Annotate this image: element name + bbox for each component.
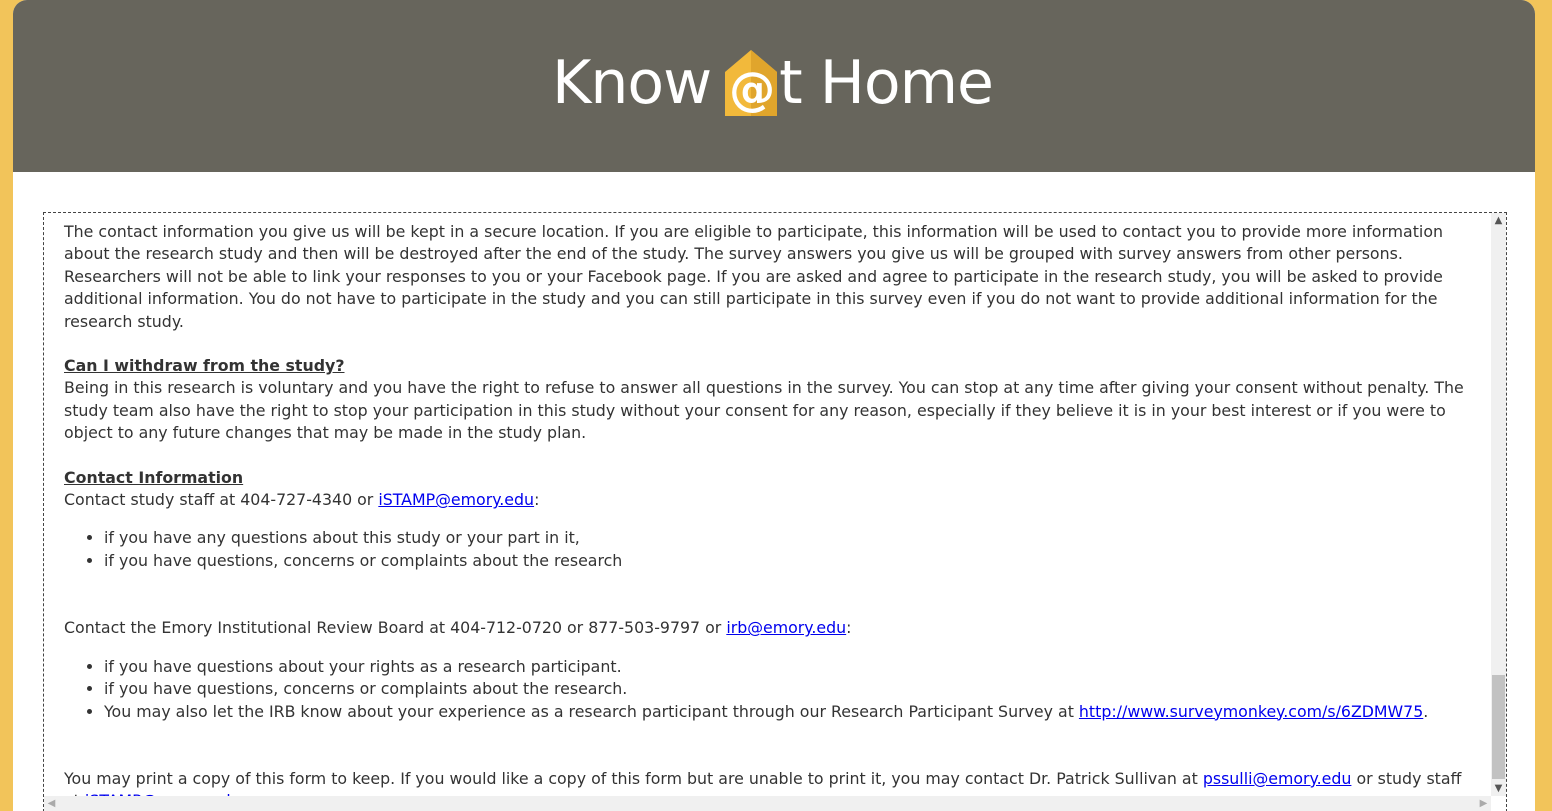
withdraw-heading: Can I withdraw from the study? bbox=[64, 356, 345, 376]
pssulli-email-link[interactable]: pssulli@emory.edu bbox=[1202, 768, 1352, 788]
consent-scroll-area[interactable] bbox=[43, 212, 1507, 811]
logo-at-sign: @ bbox=[729, 62, 775, 116]
irb-contact-list bbox=[64, 656, 1468, 723]
irb-contact-suffix: : bbox=[846, 618, 852, 638]
staff-email-link[interactable]: iSTAMP@emory.edu bbox=[378, 490, 535, 510]
irb-survey-text: You may also let the IRB know about your experience as a research participant through our Research Participant Survey at bbox=[104, 701, 1079, 721]
chevron-down-icon[interactable]: ▼ bbox=[1494, 783, 1503, 794]
list-item: • if you have questions, concerns or complaints about the research bbox=[104, 550, 1468, 572]
irb-email-link[interactable]: irb@emory.edu bbox=[726, 618, 847, 638]
know-at-home-logo bbox=[552, 50, 993, 116]
staff-contact-suffix: : bbox=[534, 490, 540, 510]
chevron-right-icon[interactable]: ▶ bbox=[1479, 798, 1488, 809]
irb-contact-text: Contact the Emory Institutional Review Board at 404-712-0720 or 877-503-9797 or bbox=[64, 618, 727, 638]
list-item: • if you have questions about your rights as a research participant. bbox=[104, 656, 1468, 678]
survey-link[interactable]: http://www.surveymonkey.com/s/6ZDMW75 bbox=[1078, 701, 1424, 721]
logo-text-home: t Home bbox=[779, 48, 993, 118]
horizontal-scrollbar[interactable] bbox=[44, 796, 1491, 811]
logo-text-know: Know bbox=[552, 48, 712, 118]
print-text: You may print a copy of this form to keep. If you would like a copy of this form but are unable to print it, you may contact Dr. Patrick Sullivan at bbox=[64, 768, 1203, 788]
vertical-scrollbar[interactable] bbox=[1491, 213, 1506, 796]
staff-contact-list bbox=[64, 527, 1468, 572]
list-item: • if you have questions, concerns or complaints about the research. bbox=[104, 678, 1468, 700]
print-middle-text: or study staff bbox=[1356, 768, 1462, 788]
scrollbar-thumb[interactable] bbox=[1492, 675, 1505, 779]
house-icon bbox=[725, 50, 777, 116]
staff-contact-line bbox=[64, 489, 1468, 511]
withdraw-paragraph: Being in this research is voluntary and you have the right to refuse to answer all questions in the survey. You can stop at any time after giving your consent without penalty. The study team also have the right to stop your participation in this study without your consent for any reason, especially if they believe it is in your best interest or if you were to object to any future changes that may be made in the study plan. bbox=[64, 378, 1464, 443]
site-header bbox=[13, 0, 1535, 172]
staff-contact-text: Contact study staff at 404-727-4340 or bbox=[64, 490, 379, 510]
chevron-left-icon[interactable]: ◀ bbox=[47, 798, 56, 809]
irb-contact-line bbox=[64, 617, 1468, 639]
list-item bbox=[104, 701, 1468, 723]
irb-survey-suffix: . bbox=[1423, 701, 1429, 721]
contact-heading: Contact Information bbox=[64, 467, 244, 487]
chevron-up-icon[interactable]: ▲ bbox=[1494, 215, 1503, 226]
consent-content bbox=[64, 221, 1468, 811]
page-card bbox=[13, 0, 1535, 811]
privacy-paragraph: The contact information you give us will be kept in a secure location. If you are eligible to participate, this information will be used to contact you to provide more information about the research study and then will be destroyed after the end of the study. The survey answers you give us will be grouped with survey answers from other persons. Researchers will not be able to link your responses to you or your Facebook page. If you are asked and agree to participate in the research study, you will be asked to provide additional information. You do not have to participate in the study and you can still participate in this survey even if you do not want to provide additional information for the research study. bbox=[64, 222, 1443, 331]
list-item: • if you have any questions about this study or your part in it, bbox=[104, 527, 1468, 549]
